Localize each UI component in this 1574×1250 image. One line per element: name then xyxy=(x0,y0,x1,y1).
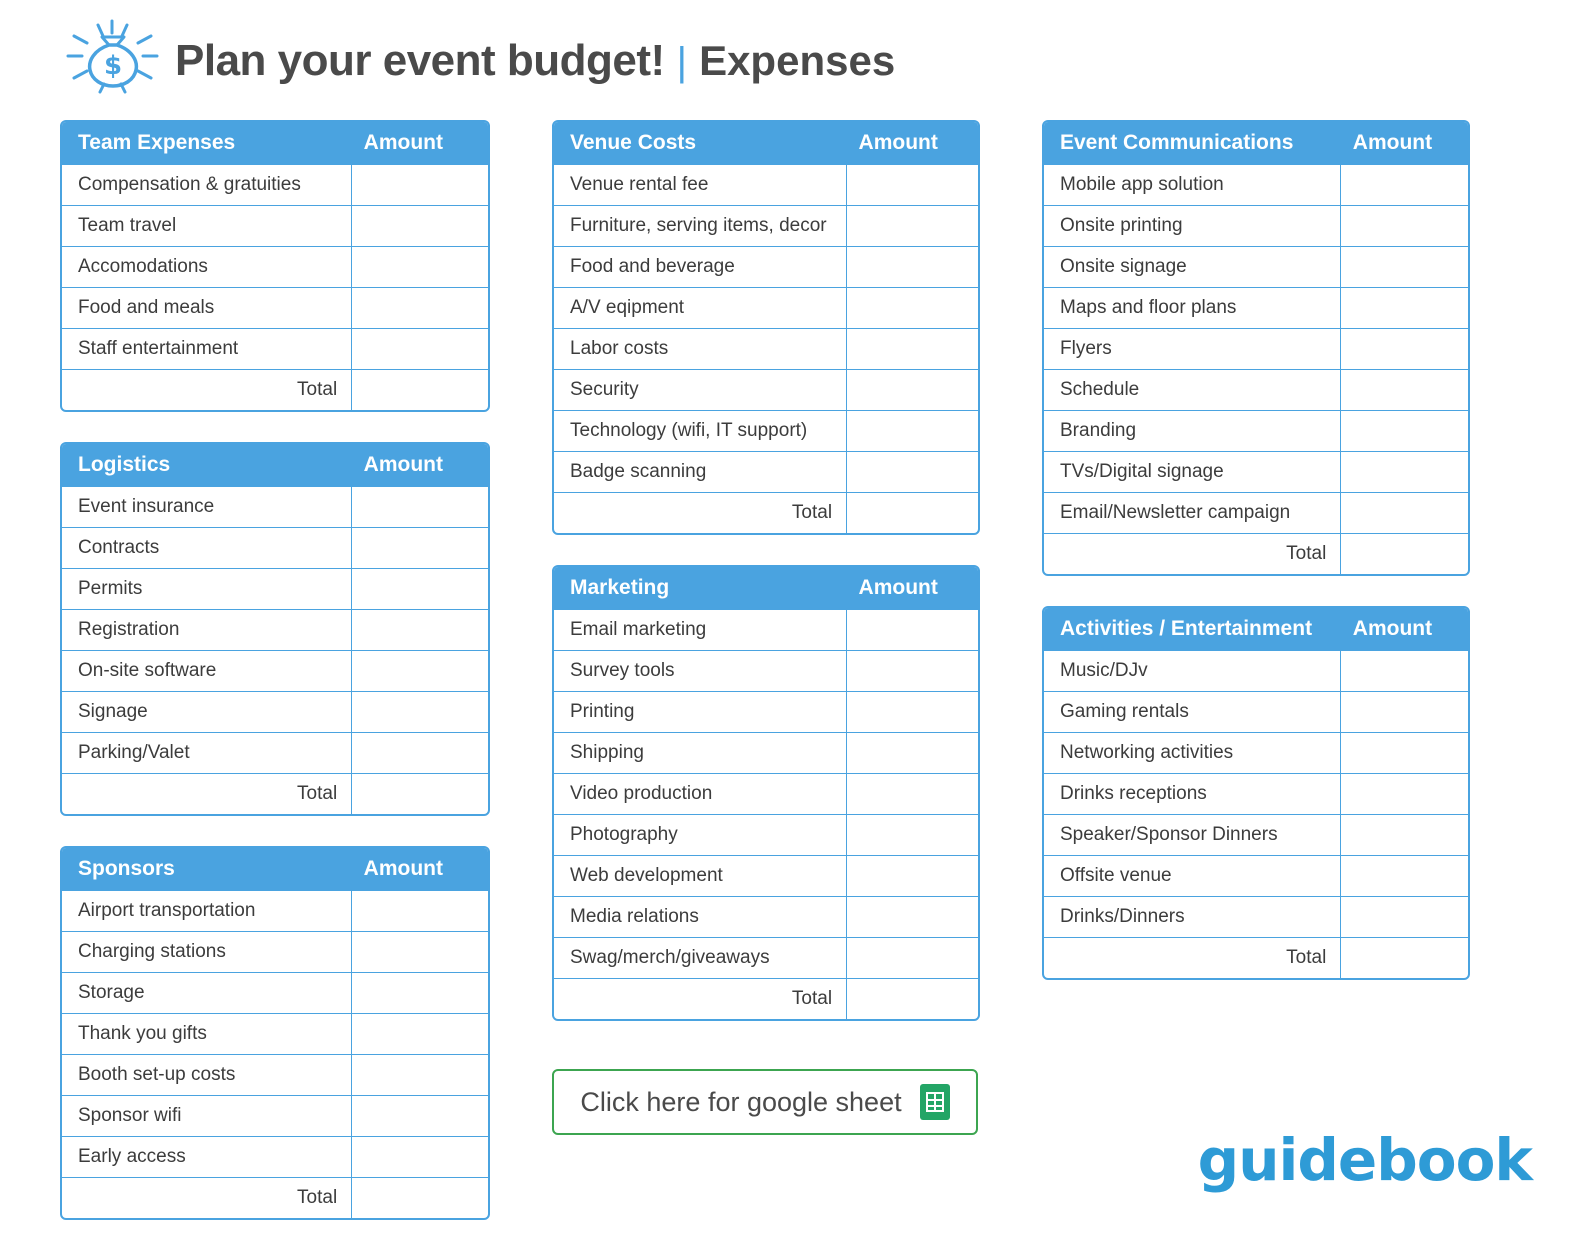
row-label: Thank you gifts xyxy=(62,1014,352,1055)
row-label: Signage xyxy=(62,692,352,733)
table-total-row xyxy=(554,493,978,534)
total-amount-cell[interactable] xyxy=(1341,938,1468,979)
table-row xyxy=(62,528,488,569)
amount-header: Amount xyxy=(1341,608,1468,651)
table-row xyxy=(62,1014,488,1055)
amount-header: Amount xyxy=(847,567,978,610)
amount-cell[interactable] xyxy=(352,610,488,651)
amount-cell[interactable] xyxy=(847,165,978,206)
amount-cell[interactable] xyxy=(352,932,488,973)
row-label: Onsite printing xyxy=(1044,206,1341,247)
table-event-communications xyxy=(1042,120,1470,576)
amount-cell[interactable] xyxy=(847,856,978,897)
table-row xyxy=(1044,206,1468,247)
amount-cell[interactable] xyxy=(847,610,978,651)
table-row xyxy=(554,452,978,493)
money-bag-icon xyxy=(60,16,165,106)
table-row xyxy=(62,1137,488,1178)
table-row xyxy=(1044,774,1468,815)
table-row xyxy=(62,165,488,206)
table-row xyxy=(554,329,978,370)
table-row xyxy=(1044,692,1468,733)
amount-cell[interactable] xyxy=(847,329,978,370)
row-label: Survey tools xyxy=(554,651,847,692)
table-total-row xyxy=(554,979,978,1020)
row-label: Labor costs xyxy=(554,329,847,370)
table-row xyxy=(62,692,488,733)
table-row xyxy=(62,288,488,329)
table-row xyxy=(554,856,978,897)
table-total-row xyxy=(1044,534,1468,575)
amount-cell[interactable] xyxy=(352,1055,488,1096)
table-header-row xyxy=(554,567,978,610)
amount-cell[interactable] xyxy=(1341,774,1468,815)
amount-header: Amount xyxy=(847,122,978,165)
table-row xyxy=(1044,897,1468,938)
google-sheet-button[interactable] xyxy=(552,1069,978,1135)
table-team-expenses xyxy=(60,120,490,412)
table-total-row xyxy=(62,370,488,411)
row-label: Mobile app solution xyxy=(1044,165,1341,206)
row-label: Schedule xyxy=(1044,370,1341,411)
row-label: Media relations xyxy=(554,897,847,938)
table-row xyxy=(554,815,978,856)
row-label: Staff entertainment xyxy=(62,329,352,370)
table-row xyxy=(554,651,978,692)
title-separator: | xyxy=(676,40,688,84)
amount-cell[interactable] xyxy=(352,528,488,569)
amount-cell[interactable] xyxy=(352,651,488,692)
table-header-row xyxy=(62,848,488,891)
amount-cell[interactable] xyxy=(847,733,978,774)
table-row xyxy=(554,165,978,206)
amount-cell[interactable] xyxy=(1341,411,1468,452)
table-row xyxy=(554,206,978,247)
row-label: Maps and floor plans xyxy=(1044,288,1341,329)
total-label: Total xyxy=(62,370,352,411)
table-row xyxy=(1044,651,1468,692)
table-row xyxy=(1044,329,1468,370)
total-amount-cell[interactable] xyxy=(847,979,978,1020)
total-label: Total xyxy=(554,979,847,1020)
total-label: Total xyxy=(62,774,352,815)
row-label: Web development xyxy=(554,856,847,897)
row-label: Flyers xyxy=(1044,329,1341,370)
amount-cell[interactable] xyxy=(352,329,488,370)
row-label: Printing xyxy=(554,692,847,733)
table-row xyxy=(554,610,978,651)
row-label: A/V eqipment xyxy=(554,288,847,329)
row-label: Drinks receptions xyxy=(1044,774,1341,815)
total-amount-cell[interactable] xyxy=(352,370,488,411)
table-title: Activities / Entertainment xyxy=(1044,608,1341,651)
amount-cell[interactable] xyxy=(352,206,488,247)
amount-cell[interactable] xyxy=(352,692,488,733)
amount-cell[interactable] xyxy=(1341,329,1468,370)
row-label: Registration xyxy=(62,610,352,651)
total-amount-cell[interactable] xyxy=(352,774,488,815)
amount-header: Amount xyxy=(352,444,488,487)
table-title: Team Expenses xyxy=(62,122,352,165)
row-label: Event insurance xyxy=(62,487,352,528)
row-label: Airport transportation xyxy=(62,891,352,932)
amount-cell[interactable] xyxy=(352,973,488,1014)
table-row xyxy=(62,651,488,692)
table-marketing xyxy=(552,565,980,1021)
table-row xyxy=(62,610,488,651)
amount-cell[interactable] xyxy=(1341,247,1468,288)
table-total-row xyxy=(1044,938,1468,979)
table-row xyxy=(1044,288,1468,329)
row-label: Shipping xyxy=(554,733,847,774)
row-label: Badge scanning xyxy=(554,452,847,493)
row-label: Booth set-up costs xyxy=(62,1055,352,1096)
amount-cell[interactable] xyxy=(847,815,978,856)
table-venue-costs xyxy=(552,120,980,535)
row-label: Email/Newsletter campaign xyxy=(1044,493,1341,534)
row-label: Early access xyxy=(62,1137,352,1178)
amount-header: Amount xyxy=(352,848,488,891)
amount-cell[interactable] xyxy=(1341,452,1468,493)
total-label: Total xyxy=(62,1178,352,1219)
amount-cell[interactable] xyxy=(1341,856,1468,897)
row-label: Gaming rentals xyxy=(1044,692,1341,733)
row-label: Food and beverage xyxy=(554,247,847,288)
amount-cell[interactable] xyxy=(847,247,978,288)
table-row xyxy=(554,897,978,938)
row-label: Technology (wifi, IT support) xyxy=(554,411,847,452)
amount-header: Amount xyxy=(1341,122,1468,165)
amount-cell[interactable] xyxy=(847,651,978,692)
amount-cell[interactable] xyxy=(1341,206,1468,247)
row-label: TVs/Digital signage xyxy=(1044,452,1341,493)
amount-cell[interactable] xyxy=(1341,692,1468,733)
guidebook-logo: guidebook xyxy=(1197,1126,1532,1194)
amount-cell[interactable] xyxy=(352,569,488,610)
table-row xyxy=(62,206,488,247)
table-header-row xyxy=(62,122,488,165)
table-header-row xyxy=(1044,122,1468,165)
table-row xyxy=(1044,856,1468,897)
table-logistics xyxy=(60,442,490,816)
column-left xyxy=(60,120,490,1250)
table-total-row xyxy=(62,1178,488,1219)
table-header-row xyxy=(554,122,978,165)
row-label: Permits xyxy=(62,569,352,610)
total-label: Total xyxy=(554,493,847,534)
row-label: Furniture, serving items, decor xyxy=(554,206,847,247)
amount-cell[interactable] xyxy=(352,733,488,774)
amount-cell[interactable] xyxy=(847,206,978,247)
row-label: Charging stations xyxy=(62,932,352,973)
svg-text:$: $ xyxy=(103,51,123,81)
amount-cell[interactable] xyxy=(1341,733,1468,774)
table-title: Event Communications xyxy=(1044,122,1341,165)
row-label: Drinks/Dinners xyxy=(1044,897,1341,938)
amount-cell[interactable] xyxy=(1341,493,1468,534)
amount-cell[interactable] xyxy=(1341,651,1468,692)
amount-cell[interactable] xyxy=(847,370,978,411)
row-label: Branding xyxy=(1044,411,1341,452)
table-row xyxy=(554,288,978,329)
table-header-row xyxy=(62,444,488,487)
table-row xyxy=(1044,815,1468,856)
amount-cell[interactable] xyxy=(1341,370,1468,411)
row-label: Video production xyxy=(554,774,847,815)
budget-columns xyxy=(0,100,1574,1250)
table-row xyxy=(62,1055,488,1096)
total-label: Total xyxy=(1044,534,1341,575)
row-label: Storage xyxy=(62,973,352,1014)
row-label: Parking/Valet xyxy=(62,733,352,774)
table-row xyxy=(62,329,488,370)
amount-cell[interactable] xyxy=(352,1096,488,1137)
amount-cell[interactable] xyxy=(1341,288,1468,329)
table-row xyxy=(1044,452,1468,493)
table-row xyxy=(62,247,488,288)
row-label: Speaker/Sponsor Dinners xyxy=(1044,815,1341,856)
amount-cell[interactable] xyxy=(847,692,978,733)
row-label: Security xyxy=(554,370,847,411)
row-label: Venue rental fee xyxy=(554,165,847,206)
row-label: Onsite signage xyxy=(1044,247,1341,288)
table-row xyxy=(554,411,978,452)
amount-cell[interactable] xyxy=(847,288,978,329)
table-title: Venue Costs xyxy=(554,122,847,165)
amount-cell[interactable] xyxy=(847,938,978,979)
row-label: Team travel xyxy=(62,206,352,247)
row-label: Accomodations xyxy=(62,247,352,288)
table-row xyxy=(554,733,978,774)
amount-cell[interactable] xyxy=(1341,897,1468,938)
amount-cell[interactable] xyxy=(352,247,488,288)
amount-cell[interactable] xyxy=(352,1014,488,1055)
total-label: Total xyxy=(1044,938,1341,979)
column-right xyxy=(980,120,1470,1250)
table-row xyxy=(62,487,488,528)
amount-cell[interactable] xyxy=(847,452,978,493)
table-row xyxy=(1044,247,1468,288)
amount-cell[interactable] xyxy=(352,288,488,329)
table-row xyxy=(62,891,488,932)
row-label: Contracts xyxy=(62,528,352,569)
table-title: Logistics xyxy=(62,444,352,487)
row-label: Sponsor wifi xyxy=(62,1096,352,1137)
table-row xyxy=(554,774,978,815)
table-row xyxy=(1044,411,1468,452)
total-amount-cell[interactable] xyxy=(1341,534,1468,575)
table-sponsors xyxy=(60,846,490,1220)
row-label: Offsite venue xyxy=(1044,856,1341,897)
amount-cell[interactable] xyxy=(847,897,978,938)
amount-cell[interactable] xyxy=(1341,165,1468,206)
column-middle xyxy=(490,120,980,1250)
table-row xyxy=(62,973,488,1014)
row-label: Music/DJv xyxy=(1044,651,1341,692)
amount-header: Amount xyxy=(352,122,488,165)
table-row xyxy=(554,247,978,288)
page-header xyxy=(0,0,1574,100)
total-amount-cell[interactable] xyxy=(352,1178,488,1219)
table-total-row xyxy=(62,774,488,815)
table-row xyxy=(554,938,978,979)
amount-cell[interactable] xyxy=(352,891,488,932)
google-sheets-icon xyxy=(920,1084,950,1120)
amount-cell[interactable] xyxy=(352,1137,488,1178)
table-title: Marketing xyxy=(554,567,847,610)
table-row xyxy=(62,1096,488,1137)
table-row xyxy=(62,932,488,973)
row-label: Compensation & gratuities xyxy=(62,165,352,206)
amount-cell[interactable] xyxy=(847,411,978,452)
row-label: Photography xyxy=(554,815,847,856)
table-title: Sponsors xyxy=(62,848,352,891)
amount-cell[interactable] xyxy=(352,165,488,206)
row-label: Networking activities xyxy=(1044,733,1341,774)
table-row xyxy=(1044,165,1468,206)
google-sheet-button-label: Click here for google sheet xyxy=(580,1086,902,1117)
page-title: Plan your event budget! xyxy=(175,36,665,85)
row-label: Swag/merch/giveaways xyxy=(554,938,847,979)
amount-cell[interactable] xyxy=(847,774,978,815)
amount-cell[interactable] xyxy=(1341,815,1468,856)
table-row xyxy=(1044,733,1468,774)
table-header-row xyxy=(1044,608,1468,651)
amount-cell[interactable] xyxy=(352,487,488,528)
table-row xyxy=(62,569,488,610)
table-activities-entertainment xyxy=(1042,606,1470,980)
row-label: On-site software xyxy=(62,651,352,692)
table-row xyxy=(62,733,488,774)
table-row xyxy=(1044,493,1468,534)
table-row xyxy=(554,370,978,411)
row-label: Food and meals xyxy=(62,288,352,329)
table-row xyxy=(554,692,978,733)
page-subtitle: Expenses xyxy=(699,37,896,84)
table-row xyxy=(1044,370,1468,411)
total-amount-cell[interactable] xyxy=(847,493,978,534)
row-label: Email marketing xyxy=(554,610,847,651)
